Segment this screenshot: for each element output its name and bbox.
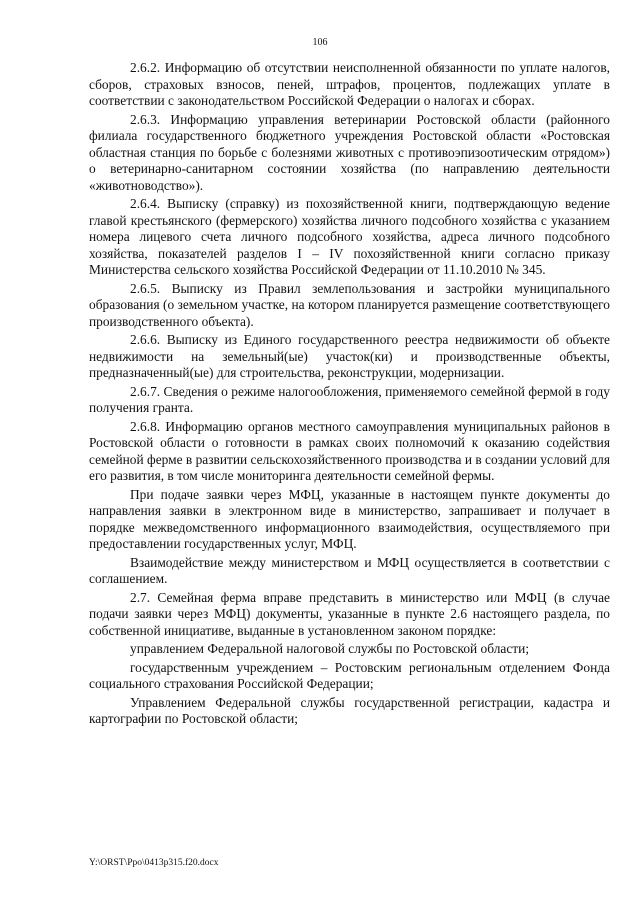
paragraph-2-6-2: 2.6.2. Информацию об отсутствии неисполненной обязанности по уплате налогов, сборов, страховых взносов, пеней, штрафов, процентов, подлежащих уплате в соответствии с законодательством Российской Федерации о налогах и сборах. <box>89 60 610 108</box>
paragraph-social-insurance: государственным учреждением – Ростовским региональным отделением Фонда социального страхования Российской Федерации; <box>89 659 610 691</box>
paragraph-2-6-8: 2.6.8. Информацию органов местного самоуправления муниципальных районов в Ростовской области о готовности в рамках своих полномочий к оказанию содействия семейной ферме в развитии сельскохозяйственного производства и в создании условий для его развития, в том числе мониторинга деятельности семейной фермы. <box>89 418 610 483</box>
paragraph-2-6-7: 2.6.7. Сведения о режиме налогообложения, применяемого семейной фермой в году получения гранта. <box>89 383 610 415</box>
page-number: 106 <box>312 37 328 48</box>
paragraph-mfc-request: При подаче заявки через МФЦ, указанные в настоящем пункте документы до направления заявки в электронном виде в министерство, запрашивает и получает в порядке межведомственного информационного взаимодействия, осуществляемого при предоставлении государственных услуг, МФЦ. <box>89 486 610 551</box>
document-body <box>89 60 610 730</box>
paragraph-registration-service: Управлением Федеральной службы государственной регистрации, кадастра и картографии по Ростовской области; <box>89 694 610 726</box>
paragraph-tax-service: управлением Федеральной налоговой службы по Ростовской области; <box>130 641 530 656</box>
paragraph-2-6-5: 2.6.5. Выписку из Правил землепользования и застройки муниципального образования (о земельном участке, на котором планируется размещение соответствующего производственного объекта). <box>89 280 610 329</box>
paragraph-2-7: 2.7. Семейная ферма вправе представить в министерство или МФЦ (в случае подачи заявки через МФЦ) документы, указанные в пункте 2.6 настоящего раздела, по собственной инициативе, выданные в установленном законом порядке: <box>89 589 610 638</box>
paragraph-2-6-3: 2.6.3. Информацию управления ветеринарии Ростовской области (районного филиала государственного бюджетного учреждения Ростовской области «Ростовская областная станция по борьбе с болезнями животных с противоэпизоотическим отрядом») о ветеринарно-санитарном состоянии хозяйства (по направлению деятельности «животноводство»). <box>89 111 610 193</box>
footer-file-path: Y:\ORST\Ppo\0413p315.f20.docx <box>89 858 219 868</box>
paragraph-2-6-6: 2.6.6. Выписку из Единого государственного реестра недвижимости об объекте недвижимости на земельный(ые) участок(ки) и производственные объекты, предназначенный(ые) для строительства, реконструкции, модернизации. <box>89 332 610 380</box>
paragraph-2-6-4: 2.6.4. Выписку (справку) из похозяйственной книги, подтверждающую ведение главой крестьянского (фермерского) хозяйства личного подсобного хозяйства с указанием номера лицевого счета личного подсобного хозяйства, адреса личного подсобного хозяйства, показателей разделов I – IV похозяйственной книги согласно приказу Министерства сельского хозяйства Российской Федерации от 11.10.2010 № 345. <box>89 196 610 277</box>
paragraph-mfc-interaction: Взаимодействие между министерством и МФЦ осуществляется в соответствии с соглашением. <box>89 554 610 586</box>
